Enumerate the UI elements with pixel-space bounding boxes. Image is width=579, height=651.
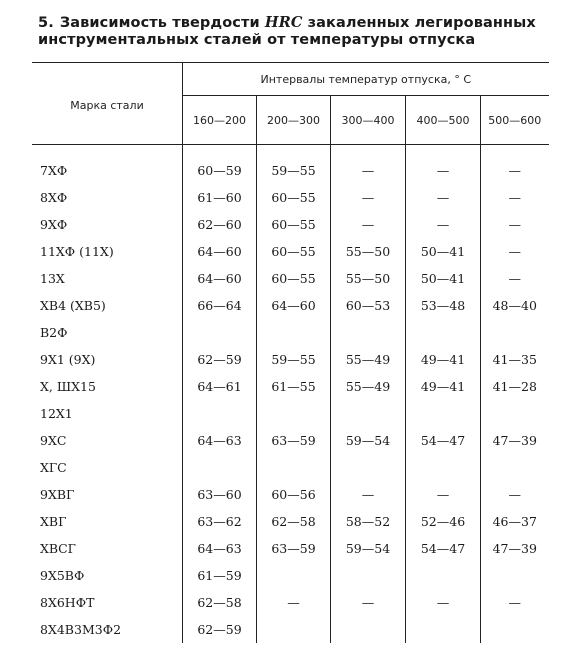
hardness-cell: — [508, 271, 521, 286]
table-row [32, 373, 549, 400]
hardness-cell: 50—41 [406, 238, 481, 265]
hardness-cell: — [406, 145, 481, 185]
hardness-cell [183, 400, 257, 427]
hardness-cell: — [257, 589, 331, 616]
hardness-cell: — [508, 163, 521, 178]
hardness-cell [481, 319, 549, 346]
hardness-cell: 58—52 [331, 508, 406, 535]
title-text-after: закаленных легированных инструментальных сталей от температуры отпуска [38, 15, 536, 48]
hardness-cell: — [406, 211, 481, 238]
hardness-cell: 47—39 [492, 541, 537, 556]
hardness-cell: 55—49 [331, 346, 406, 373]
hardness-cell: 41—35 [492, 352, 537, 367]
steel-grade-cell: ХВСГ [32, 535, 183, 562]
hardness-cell: 61—59 [183, 562, 257, 589]
hardness-cell: 52—46 [406, 508, 481, 535]
steel-grade-cell: ХВ4 (ХВ5) [32, 292, 183, 319]
hardness-cell [257, 400, 331, 427]
hardness-cell [183, 319, 257, 346]
hardness-cell: — [331, 184, 406, 211]
hardness-cell: 48—40 [492, 298, 537, 313]
hardness-cell: — [331, 145, 406, 185]
table-row [32, 535, 549, 562]
table-row [32, 184, 549, 211]
hardness-cell: 60—55 [257, 238, 331, 265]
hardness-cell: 63—59 [257, 427, 331, 454]
hardness-cell: 63—59 [257, 535, 331, 562]
range-header: 200—300 [257, 96, 331, 145]
table-row [32, 400, 549, 427]
table-row [32, 145, 549, 185]
range-header: 400—500 [406, 96, 481, 145]
hardness-cell [406, 400, 481, 427]
steel-grade-cell: 9ХС [32, 427, 183, 454]
temperature-group-header: Интервалы температур отпуска, ° С [183, 63, 549, 96]
table-row [32, 265, 549, 292]
steel-grade-cell: 12Х1 [32, 400, 183, 427]
hardness-cell [481, 454, 549, 481]
hardness-cell [257, 616, 331, 643]
steel-grade-cell: 13Х [32, 265, 183, 292]
hardness-cell: 63—60 [183, 481, 257, 508]
hardness-cell: 64—60 [257, 292, 331, 319]
table-row [32, 346, 549, 373]
hardness-cell: 62—59 [183, 616, 257, 643]
hardness-cell: 59—54 [331, 535, 406, 562]
table-number: 5. [38, 15, 54, 31]
hardness-cell: 60—59 [183, 145, 257, 185]
hardness-cell [331, 616, 406, 643]
steel-grade-cell: 9ХФ [32, 211, 183, 238]
table-row [32, 562, 549, 589]
steel-grade-cell: 9Х1 (9Х) [32, 346, 183, 373]
title-hrc: HRC [264, 14, 303, 31]
steel-grade-cell: 8Х4В3М3Ф2 [32, 616, 183, 643]
hardness-cell [331, 454, 406, 481]
table-row [32, 211, 549, 238]
hardness-cell: 62—60 [183, 211, 257, 238]
steel-grade-cell: 9Х5ВФ [32, 562, 183, 589]
hardness-cell [257, 454, 331, 481]
steel-grade-cell: Х, ШХ15 [32, 373, 183, 400]
hardness-cell: — [406, 184, 481, 211]
table-title [38, 14, 558, 49]
range-header: 300—400 [331, 96, 406, 145]
hardness-cell: 63—62 [183, 508, 257, 535]
hardness-cell [331, 562, 406, 589]
steel-grade-cell: 11ХФ (11Х) [32, 238, 183, 265]
steel-grade-cell: 8ХФ [32, 184, 183, 211]
hardness-cell: — [508, 595, 521, 610]
table-row [32, 427, 549, 454]
hardness-cell: 64—60 [183, 265, 257, 292]
table-row [32, 238, 549, 265]
hardness-cell: 49—41 [406, 346, 481, 373]
hardness-cell: — [331, 481, 406, 508]
hardness-cell: — [508, 190, 521, 205]
steel-grade-cell: ХГС [32, 454, 183, 481]
range-header: 160—200 [183, 96, 257, 145]
table-row [32, 292, 549, 319]
table-row [32, 508, 549, 535]
hardness-cell: 62—58 [183, 589, 257, 616]
hardness-cell [481, 400, 549, 427]
hardness-cell [406, 562, 481, 589]
hardness-cell: 59—55 [257, 346, 331, 373]
table-row [32, 319, 549, 346]
hardness-cell: — [508, 244, 521, 259]
steel-grade-cell: 9ХВГ [32, 481, 183, 508]
hardness-cell: 60—55 [257, 184, 331, 211]
steel-grade-cell: ХВГ [32, 508, 183, 535]
hardness-cell: 41—28 [492, 379, 537, 394]
steel-grade-cell: В2Ф [32, 319, 183, 346]
hardness-cell: — [406, 589, 481, 616]
hardness-cell: 54—47 [406, 427, 481, 454]
hardness-cell: 60—55 [257, 211, 331, 238]
table-row [32, 481, 549, 508]
hardness-cell [183, 454, 257, 481]
hardness-cell [257, 562, 331, 589]
steel-grade-cell: 7ХФ [32, 145, 183, 185]
table-row [32, 589, 549, 616]
brand-header: Марка стали [32, 63, 183, 145]
hardness-cell: 55—49 [331, 373, 406, 400]
hardness-cell: 60—53 [331, 292, 406, 319]
hardness-cell: — [331, 211, 406, 238]
hardness-cell: 66—64 [183, 292, 257, 319]
hardness-cell [331, 319, 406, 346]
hardness-cell [406, 616, 481, 643]
hardness-cell [481, 562, 549, 589]
hardness-cell: — [508, 217, 521, 232]
hardness-cell: 64—61 [183, 373, 257, 400]
hardness-cell: 60—55 [257, 265, 331, 292]
hardness-cell [406, 319, 481, 346]
hardness-cell: 59—54 [331, 427, 406, 454]
hardness-cell: 60—56 [257, 481, 331, 508]
title-text-before: Зависимость твердости [59, 15, 265, 31]
hardness-cell: 53—48 [406, 292, 481, 319]
hardness-table [32, 62, 549, 643]
hardness-cell: 54—47 [406, 535, 481, 562]
hardness-cell: 64—63 [183, 427, 257, 454]
range-header: 500—600 [488, 113, 542, 127]
hardness-cell [406, 454, 481, 481]
hardness-cell [481, 616, 549, 643]
hardness-cell: 61—55 [257, 373, 331, 400]
hardness-cell: 62—59 [183, 346, 257, 373]
hardness-cell: 50—41 [406, 265, 481, 292]
hardness-cell: — [508, 487, 521, 502]
hardness-cell: 64—63 [183, 535, 257, 562]
hardness-cell: 47—39 [492, 433, 537, 448]
hardness-cell [257, 319, 331, 346]
hardness-cell [331, 400, 406, 427]
table-row [32, 616, 549, 643]
hardness-cell: — [406, 481, 481, 508]
hardness-cell: — [331, 589, 406, 616]
steel-grade-cell: 8Х6НФТ [32, 589, 183, 616]
table-row [32, 454, 549, 481]
hardness-cell: 62—58 [257, 508, 331, 535]
hardness-cell: 46—37 [492, 514, 537, 529]
hardness-cell: 64—60 [183, 238, 257, 265]
hardness-cell: 55—50 [331, 265, 406, 292]
hardness-cell: 59—55 [257, 145, 331, 185]
hardness-cell: 61—60 [183, 184, 257, 211]
hardness-cell: 55—50 [331, 238, 406, 265]
hardness-cell: 49—41 [406, 373, 481, 400]
